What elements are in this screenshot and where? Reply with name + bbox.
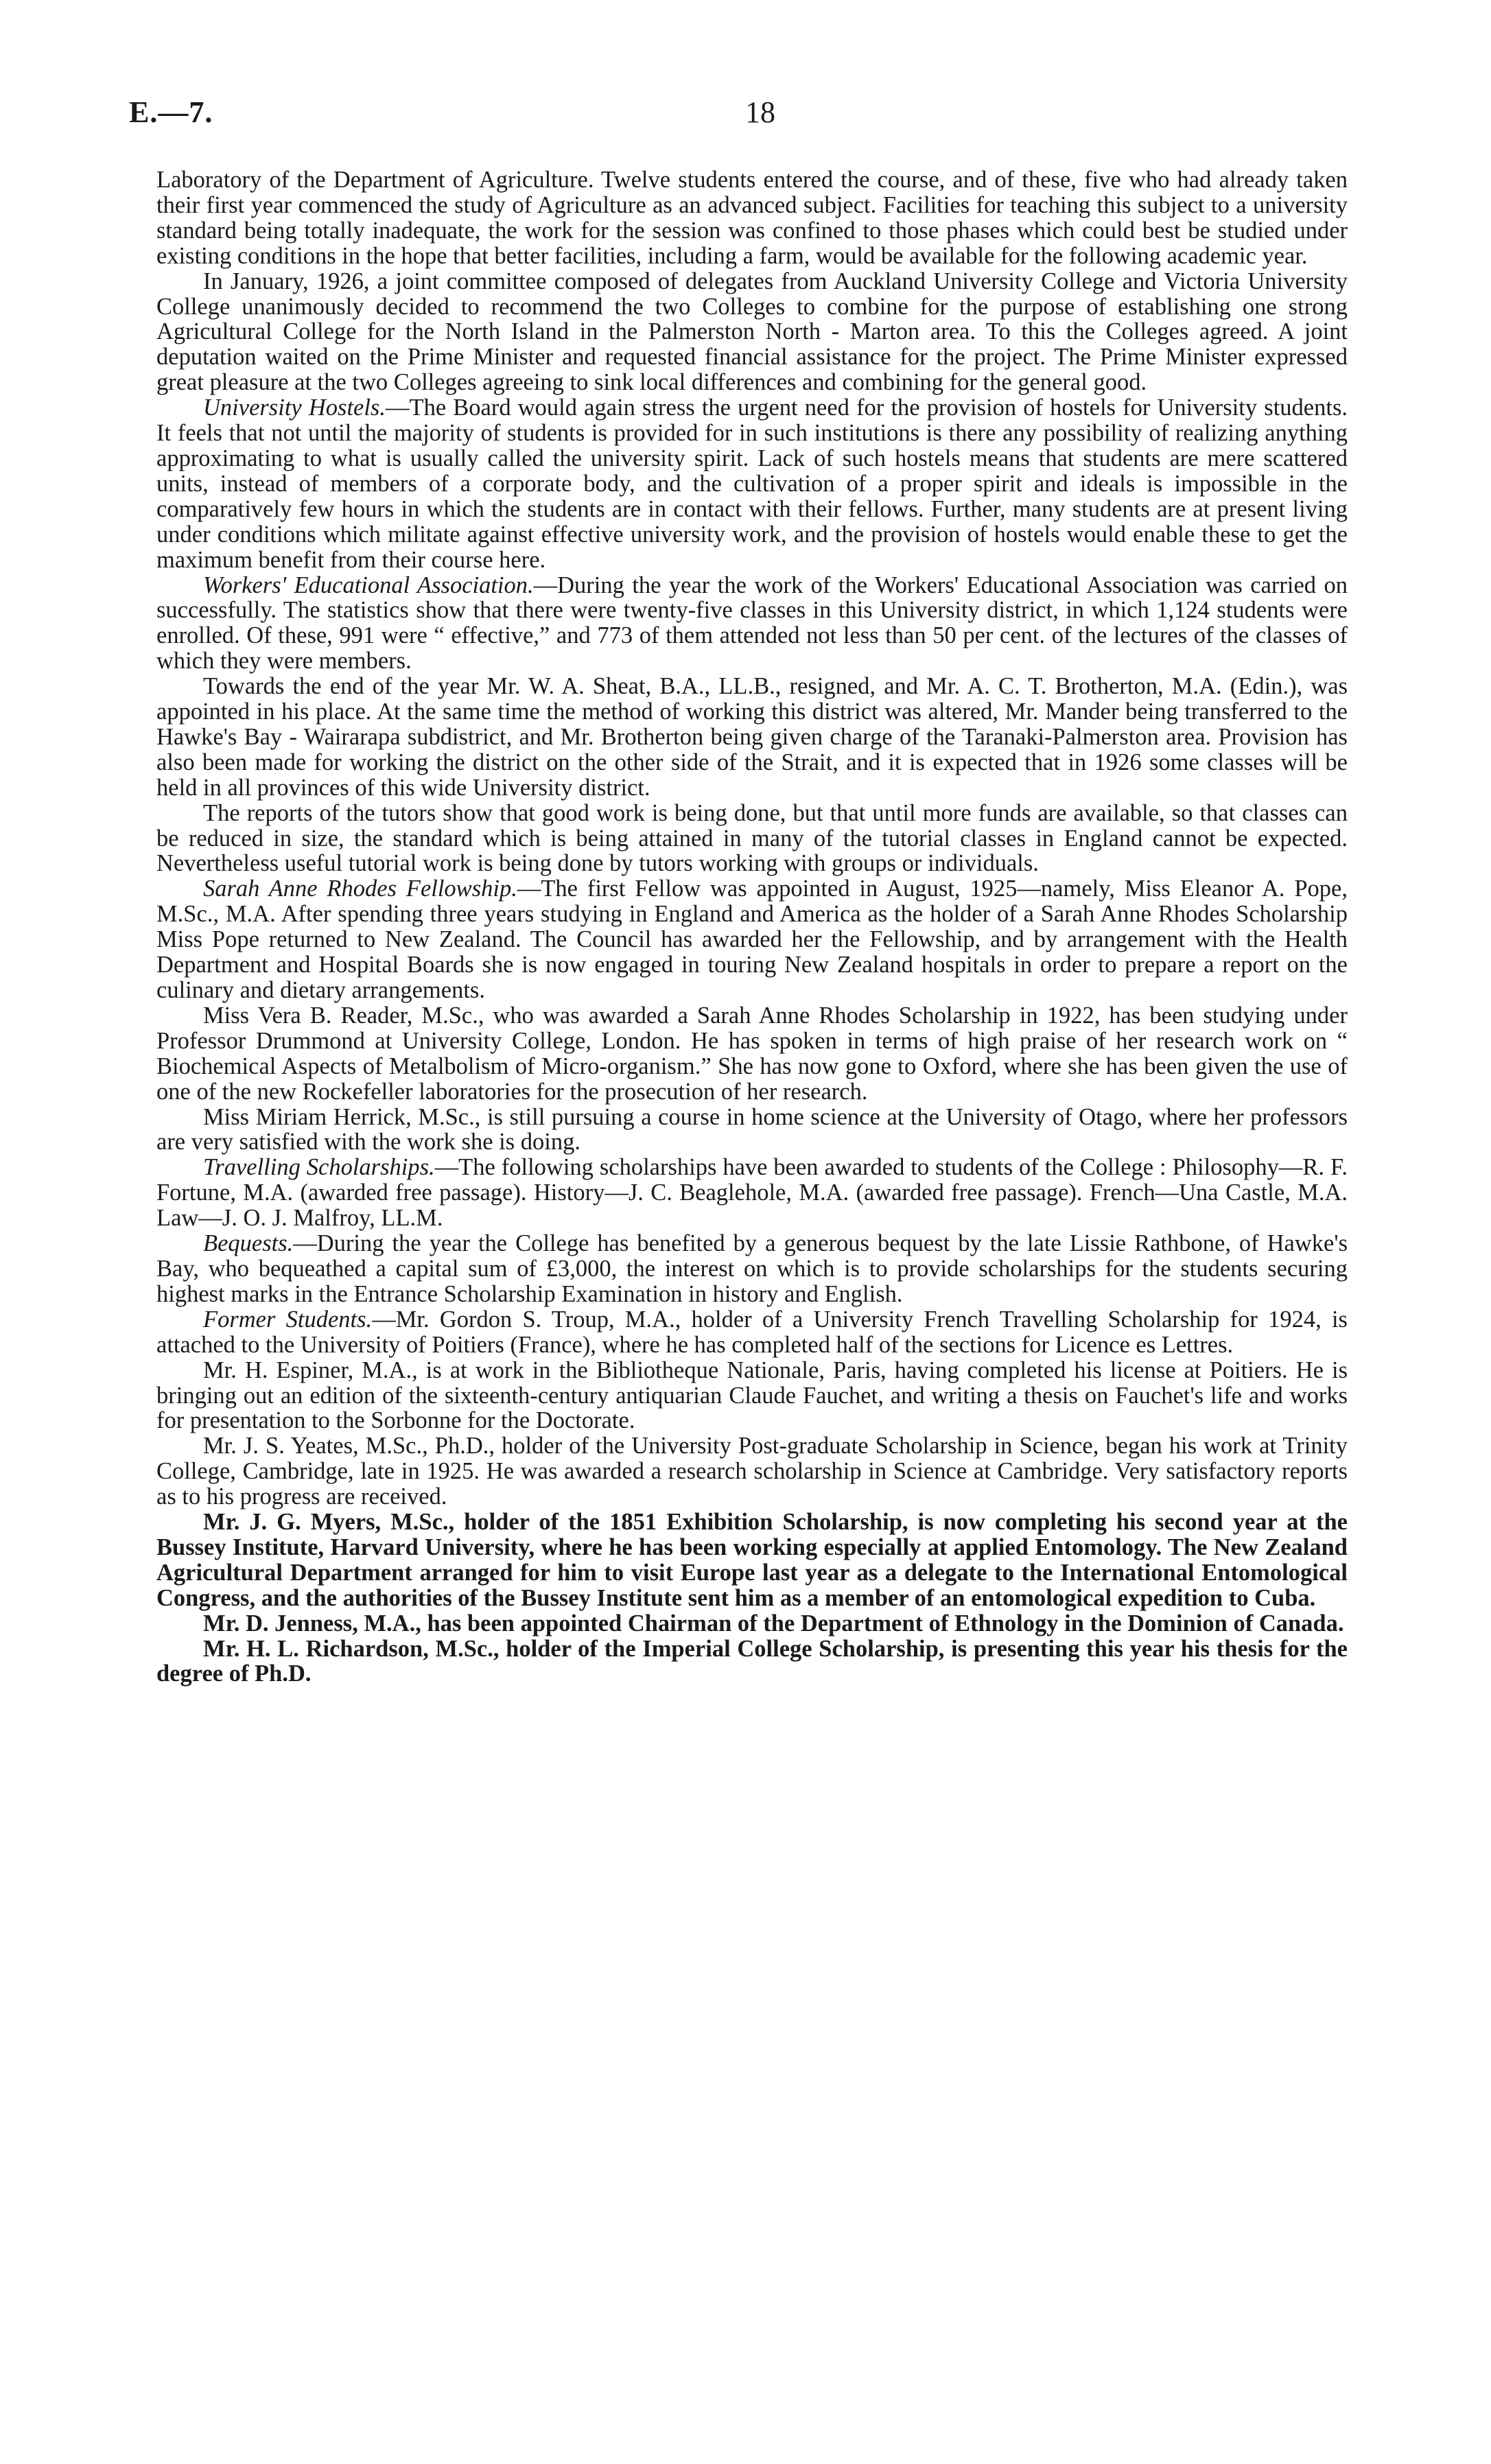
paragraph-heading: Sarah Anne Rhodes Fellowship. [203,876,517,902]
paragraph [156,269,1348,396]
paragraph [156,1003,1348,1105]
paragraph [156,1307,1348,1358]
report-code: E.—7. [129,95,213,129]
paragraph-text: Mr. H. L. Richardson, M.Sc., holder of the Imperial College Scholarship, is presenting this year his thesis for the degree of Ph.D. [156,1635,1348,1687]
paragraph [156,167,1348,269]
paragraph-heading: Travelling Scholarships. [203,1154,435,1181]
paragraph [156,1510,1348,1611]
paragraph [156,1433,1348,1510]
paragraph-heading: Bequests. [203,1230,294,1257]
paragraph-text: Mr. J. G. Myers, M.Sc., holder of the 1851 Exhibition Scholarship, is now completing his second year at the Bussey Institute, Harvard University, where he has been working especially at applied Entomology. The New Zealand Agricultural Department arranged for him to visit Europe last year as a delegate to the International Entomological Congress, and the authorities of the Bussey Institute sent him as a member of an entomological expedition to Cuba. [156,1509,1348,1611]
paragraph [156,1155,1348,1231]
paragraph [156,1611,1348,1636]
paragraph-text: Miss Miriam Herrick, M.Sc., is still pursuing a course in home science at the University of Otago, where her professors are very satisfied with the work she is doing. [156,1103,1348,1155]
paragraph-text: —During the year the work of the Workers' Educational Association was carried on successfully. The statistics show that there were twenty-five classes in this University district, in which 1,124 students were enrolled. Of these, 991 were “ effective,” and 773 of them attended not less than 50 per cent. of the lectures of the classes of which they were members. [156,572,1348,674]
paragraph [156,876,1348,1003]
paragraph-text: Towards the end of the year Mr. W. A. Sheat, B.A., LL.B., resigned, and Mr. A. C. T. Brotherton, M.A. (Edin.), was appointed in his place. At the same time the method of working this district was altered, Mr. Mander being transferred to the Hawke's Bay - Wairarapa subdistrict, and Mr. Brotherton being given charge of the Taranaki-Palmerston area. Provision has also been made for working the district on the other side of the Strait, and it is expected that in 1926 some classes will be held in all provinces of this wide University district. [156,673,1348,801]
paragraph-text: Mr. D. Jenness, M.A., has been appointed Chairman of the Department of Ethnology in the Dominion of Canada. [203,1610,1344,1636]
paragraph-text: The reports of the tutors show that good work is being done, but that until more funds are available, so that classes can be reduced in size, the standard which is being attained in many of the tutorial classes in England cannot be expected. Nevertheless useful tutorial work is being done by tutors working with groups or individuals. [156,799,1348,877]
paragraph [156,573,1348,674]
paragraph-heading: Workers' Educational Association. [203,572,534,598]
paragraph-heading: University Hostels. [203,395,386,421]
paragraph [156,1105,1348,1155]
paragraph [156,674,1348,801]
paragraph-text: —The first Fellow was appointed in August, 1925—namely, Miss Eleanor A. Pope, M.Sc., M.A. After spending three years studying in England and America as the holder of a Sarah Anne Rhodes Scholarship Miss Pope returned to New Zealand. The Council has awarded her the Fellowship, and by arrangement with the Health Department and Hospital Boards she is now engaged in touring New Zealand hospitals in order to prepare a report on the culinary and dietary arrangements. [156,876,1348,1003]
paragraph [156,1358,1348,1434]
paragraph-text: —The Board would again stress the urgent need for the provision of hostels for University students. It feels that not until the majority of students is provided for in such institutions is there any possibility of realizing anything approximating to what is usually called the university spirit. Lack of such hostels means that students are mere scattered units, instead of members of a corporate body, and the cultivation of a proper spirit and ideals is impossible in the comparatively few hours in which the students are in contact with their fellows. Further, many students are at present living under conditions which militate against effective university work, and the provision of hostels would enable these to get the maximum benefit from their course here. [156,395,1348,573]
paragraph [156,801,1348,877]
paragraph-text: Mr. J. S. Yeates, M.Sc., Ph.D., holder of the University Post-graduate Scholarship in Science, began his work at Trinity College, Cambridge, late in 1925. He was awarded a research scholarship in Science at Cambridge. Very satisfactory reports as to his progress are received. [156,1433,1348,1510]
page-number: 18 [745,95,775,129]
paragraph [156,395,1348,572]
paragraph [156,1231,1348,1307]
paragraph [156,1636,1348,1687]
paragraph-text: In January, 1926, a joint committee composed of delegates from Auckland University College and Victoria University College unanimously decided to recommend the two Colleges to combine for the purpose of establishing one strong Agricultural College for the North Island in the Palmerston North - Marton area. To this the Colleges agreed. A joint deputation waited on the Prime Minister and requested financial assistance for the project. The Prime Minister expressed great pleasure at the two Colleges agreeing to sink local differences and combining for the general good. [156,268,1348,396]
paragraph-text: Mr. H. Espiner, M.A., is at work in the Bibliotheque Nationale, Paris, having completed his license at Poitiers. He is bringing out an edition of the sixteenth-century antiquarian Claude Fauchet, and writing a thesis on Fauchet's life and works for presentation to the Sorbonne for the Doctorate. [156,1357,1348,1434]
paragraph-text: —The following scholarships have been awarded to students of the College : Philosophy—R. F. Fortune, M.A. (awarded free passage). History—J. C. Beaglehole, M.A. (awarded free passage). French—Una Castle, M.A. Law—J. O. J. Malfroy, LL.M. [156,1154,1348,1232]
paragraph-heading: Former Students. [203,1306,373,1333]
body-text [156,167,1348,1687]
paragraph-text: Miss Vera B. Reader, M.Sc., who was awarded a Sarah Anne Rhodes Scholarship in 1922, has been studying under Professor Drummond at University College, London. He has spoken in terms of high praise of her research work on “ Biochemical Aspects of Metalbolism of Micro-organism.” She has now gone to Oxford, where she has been given the use of one of the new Rockefeller laboratories for the prosecution of her research. [156,1002,1348,1105]
paragraph-text: —Mr. Gordon S. Troup, M.A., holder of a University French Travelling Scholarship for 1924, is attached to the University of Poitiers (France), where he has completed half of the sections for Licence es Lettres. [156,1306,1348,1358]
paragraph-text: —During the year the College has benefited by a generous bequest by the late Lissie Rathbone, of Hawke's Bay, who bequeathed a capital sum of £3,000, the interest on which is to provide scholarships for the students securing highest marks in the Entrance Scholarship Examination in history and English. [156,1230,1348,1307]
paragraph-text: Laboratory of the Department of Agriculture. Twelve students entered the course, and of these, five who had already taken their first year commenced the study of Agriculture as an advanced subject. Facilities for teaching this subject to a university standard being totally inadequate, the work for the session was confined to those phases which could best be studied under existing conditions in the hope that better facilities, including a farm, would be available for the following academic year. [156,167,1348,269]
